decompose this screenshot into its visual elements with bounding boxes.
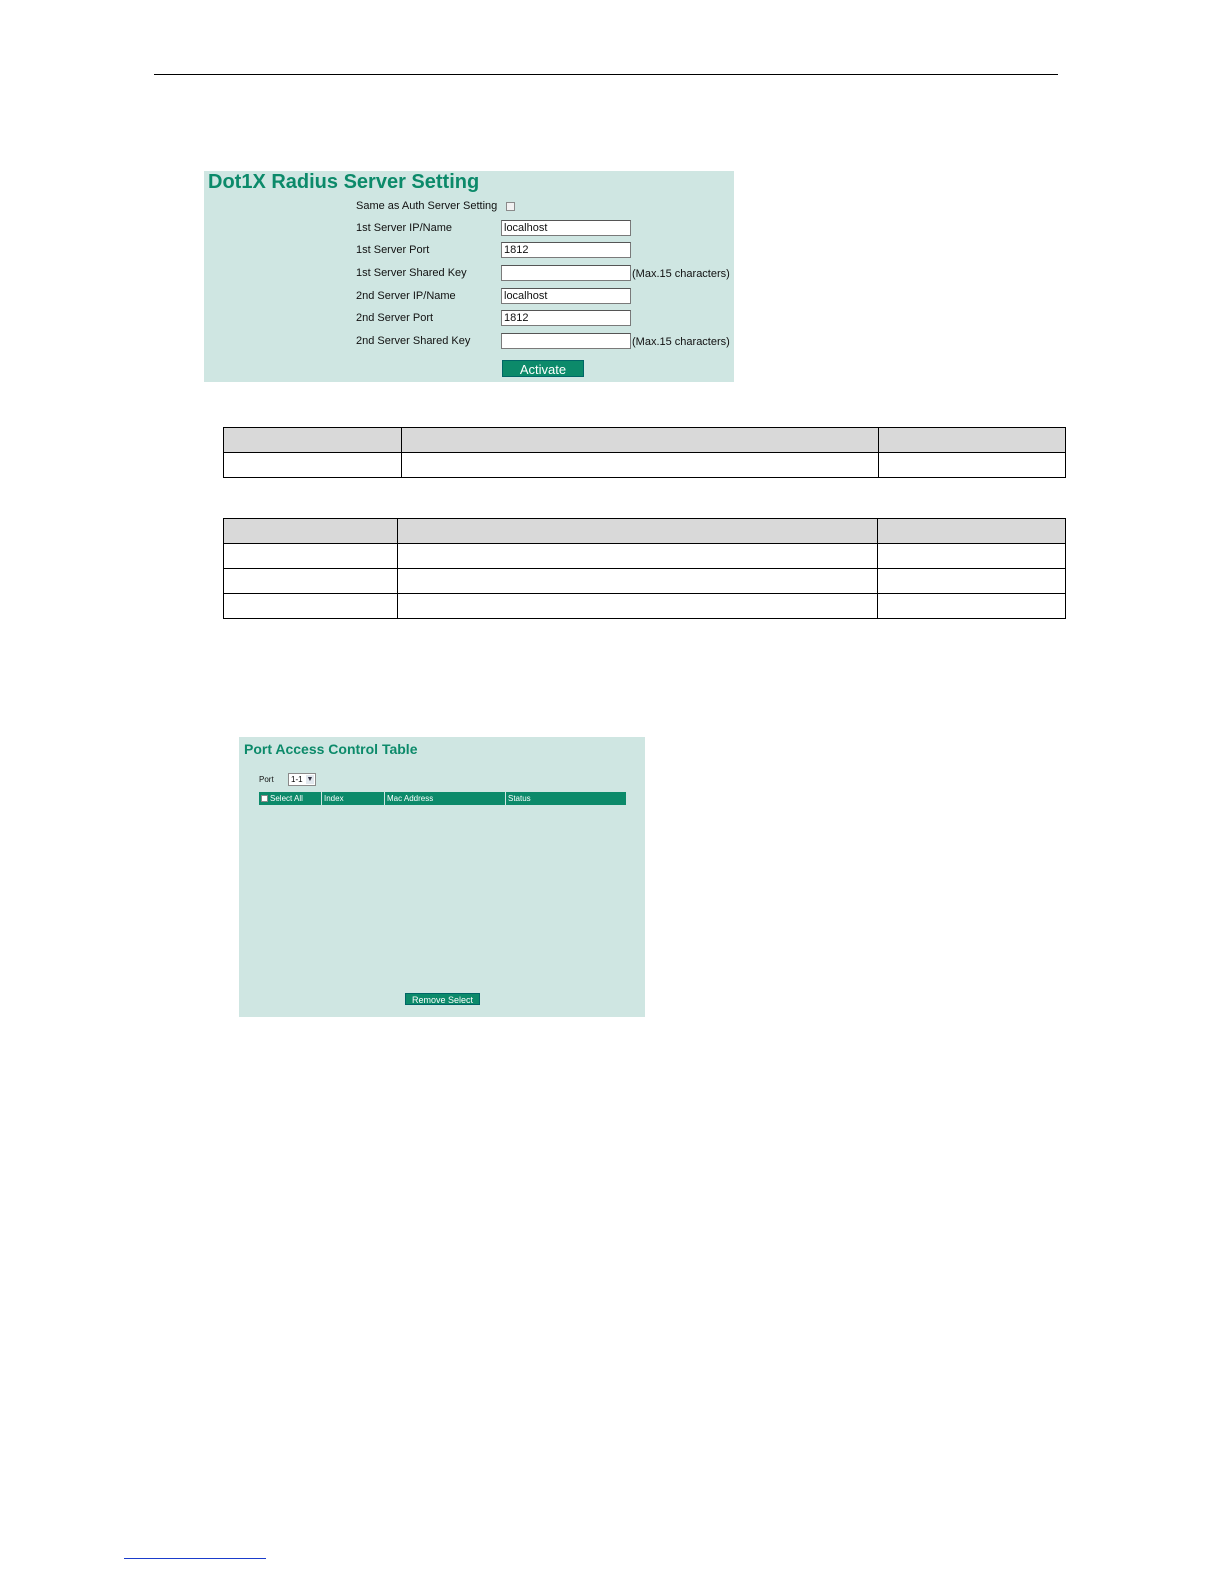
server1-key-input[interactable] — [501, 265, 631, 281]
same-as-auth-checkbox[interactable] — [506, 202, 515, 211]
table-cell — [879, 453, 1066, 478]
table-header-cell — [224, 519, 398, 544]
server2-ip-label: 2nd Server IP/Name — [356, 290, 456, 302]
server2-port-input[interactable]: 1812 — [501, 310, 631, 326]
activate-button[interactable]: Activate — [502, 360, 584, 377]
table-row — [224, 544, 1066, 569]
table-header-row — [224, 519, 1066, 544]
table-header-cell — [879, 428, 1066, 453]
table-cell — [878, 569, 1066, 594]
table-cell — [224, 453, 402, 478]
table-cell — [224, 569, 398, 594]
server2-key-input[interactable] — [501, 333, 631, 349]
chevron-down-icon: ▼ — [306, 776, 314, 783]
table-row — [224, 594, 1066, 619]
radius-panel-title: Dot1X Radius Server Setting — [208, 171, 480, 193]
settings-table-1 — [223, 427, 1066, 478]
table-cell — [398, 569, 878, 594]
table-header-cell — [224, 428, 402, 453]
port-select-value: 1-1 — [291, 775, 303, 784]
server1-ip-label: 1st Server IP/Name — [356, 222, 452, 234]
table-cell — [224, 544, 398, 569]
column-header-status: Status — [505, 792, 626, 805]
select-all-column[interactable] — [259, 792, 321, 805]
port-access-table-header — [259, 792, 626, 805]
port-label: Port — [259, 775, 274, 784]
server1-port-label: 1st Server Port — [356, 244, 430, 256]
port-access-panel — [239, 737, 645, 1017]
table-cell — [402, 453, 879, 478]
select-all-label: Select All — [270, 794, 303, 803]
table-cell — [398, 544, 878, 569]
table-header-row — [224, 428, 1066, 453]
server1-ip-input[interactable]: localhost — [501, 220, 631, 236]
column-header-index: Index — [321, 792, 384, 805]
header-rule — [154, 74, 1058, 75]
port-access-title: Port Access Control Table — [244, 741, 418, 757]
table-row — [224, 569, 1066, 594]
server1-key-hint: (Max.15 characters) — [632, 268, 730, 280]
select-all-checkbox[interactable] — [261, 795, 268, 802]
radius-settings-panel — [204, 171, 734, 382]
table-cell — [878, 594, 1066, 619]
table-header-cell — [398, 519, 878, 544]
table-cell — [878, 544, 1066, 569]
remove-select-button[interactable]: Remove Select — [405, 993, 480, 1005]
table-header-cell — [402, 428, 879, 453]
server1-port-input[interactable]: 1812 — [501, 242, 631, 258]
server2-key-hint: (Max.15 characters) — [632, 336, 730, 348]
table-cell — [398, 594, 878, 619]
port-select[interactable] — [288, 773, 316, 786]
footer-link-underline — [124, 1558, 266, 1559]
server1-key-label: 1st Server Shared Key — [356, 267, 467, 279]
column-header-mac-address: Mac Address — [384, 792, 505, 805]
server2-key-label: 2nd Server Shared Key — [356, 335, 471, 347]
table-cell — [224, 594, 398, 619]
table-header-cell — [878, 519, 1066, 544]
table-row — [224, 453, 1066, 478]
settings-table-2 — [223, 518, 1066, 619]
server2-ip-input[interactable]: localhost — [501, 288, 631, 304]
server2-port-label: 2nd Server Port — [356, 312, 434, 324]
same-as-auth-label: Same as Auth Server Setting — [356, 200, 498, 212]
